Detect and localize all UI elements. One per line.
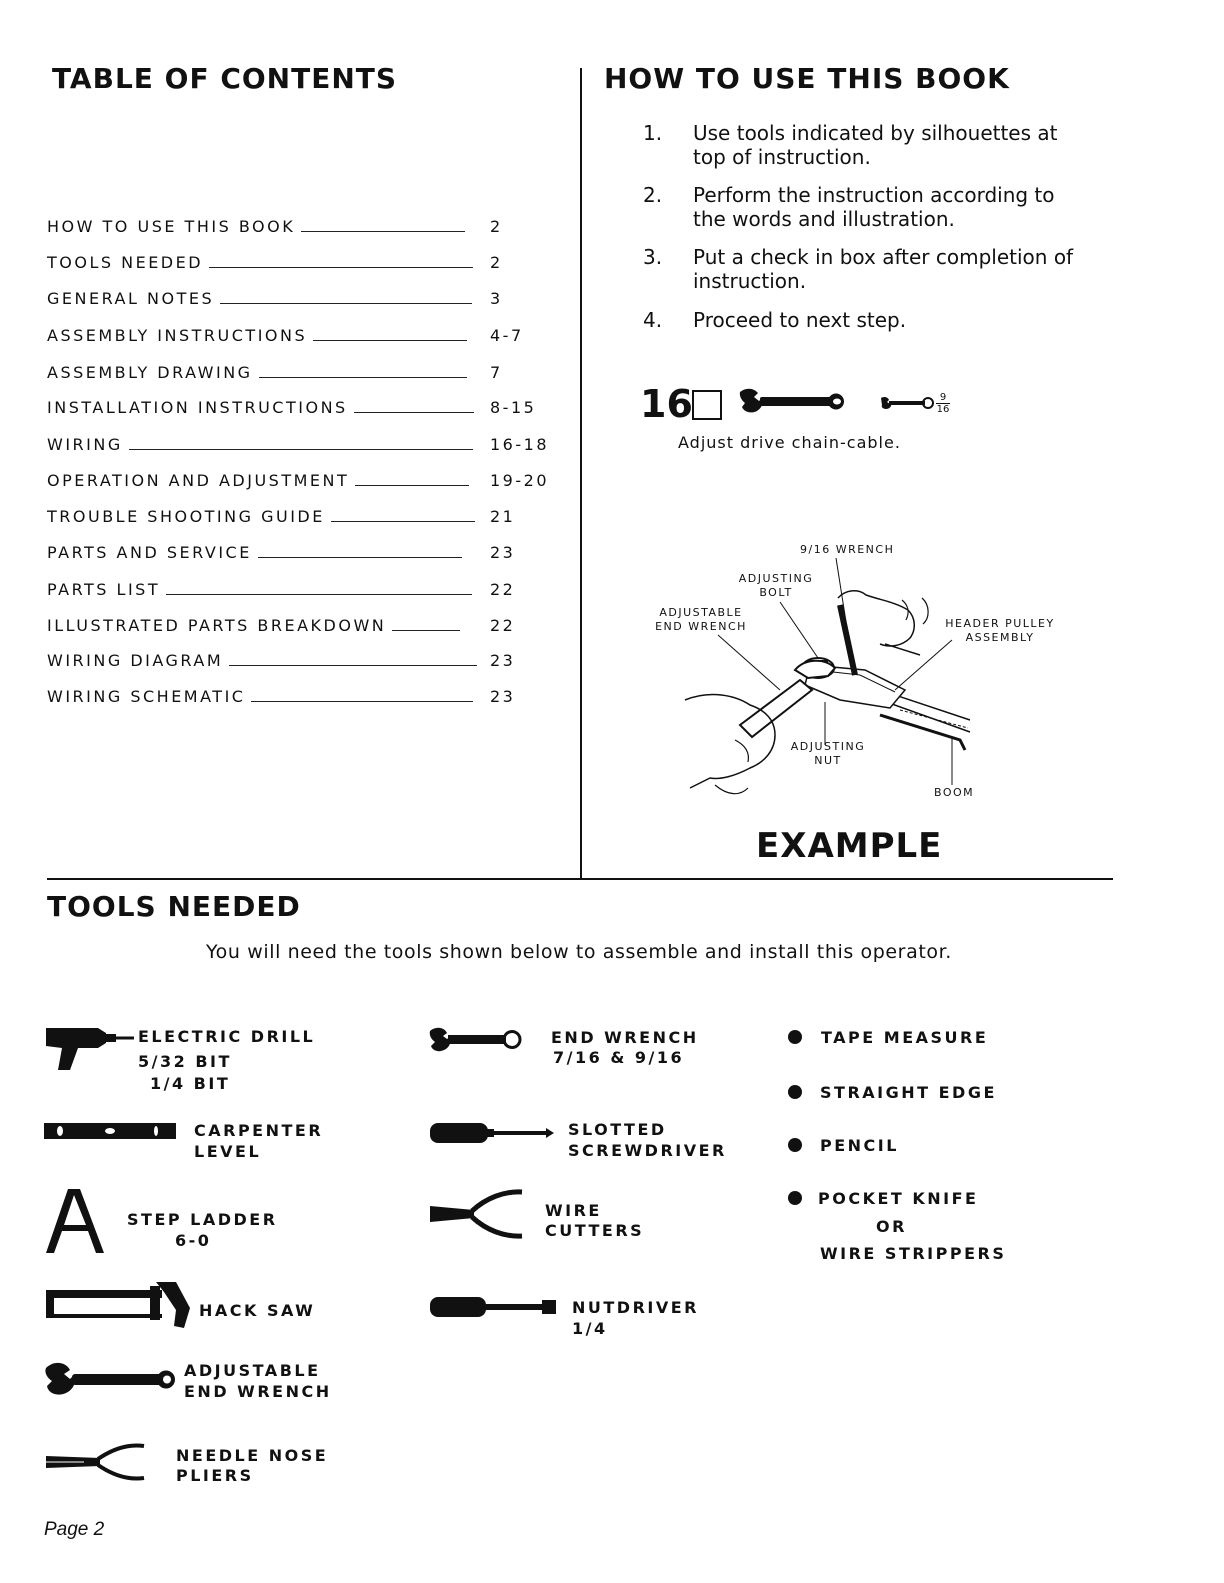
- toc-entry-page: 19-20: [490, 471, 549, 490]
- toc-entry[interactable]: [47, 470, 562, 490]
- example-checkbox[interactable]: [692, 390, 722, 420]
- step-text: Proceed to next step.: [693, 308, 907, 332]
- toc-entry-page: 7: [490, 363, 503, 382]
- electric-drill-icon: [44, 1024, 136, 1072]
- section-divider: [47, 878, 1113, 880]
- wrench-size-denominator: 16: [936, 404, 950, 415]
- toc-entry-page: 23: [490, 687, 516, 706]
- tools-title: TOOLS NEEDED: [47, 890, 301, 923]
- step-number: 2.: [643, 183, 663, 207]
- toc-entry[interactable]: [47, 542, 562, 562]
- tool-label: SCREWDRIVER: [568, 1141, 727, 1160]
- callout-header-pulley-assembly: HEADER PULLEY ASSEMBLY: [945, 617, 1055, 644]
- wrench-size-fraction: [936, 392, 950, 415]
- wrench-size-numerator: 9: [936, 392, 950, 404]
- tool-label: 1/4: [572, 1319, 608, 1338]
- instruction-step: [643, 245, 1103, 295]
- tool-label: OR: [876, 1217, 907, 1236]
- how-to-title: HOW TO USE THIS BOOK: [604, 62, 1010, 95]
- tool-label: 7/16 & 9/16: [553, 1048, 685, 1067]
- adjustable-wrench-icon: [44, 1360, 178, 1400]
- toc-entry-label: PARTS AND SERVICE: [47, 543, 252, 562]
- toc-entry-label: OPERATION AND ADJUSTMENT: [47, 471, 350, 490]
- adjustment-illustration: [640, 540, 1060, 820]
- toc-entry-page: 16-18: [490, 435, 549, 454]
- toc-entry-label: ASSEMBLY DRAWING: [47, 363, 253, 382]
- toc-entry[interactable]: [47, 362, 562, 382]
- instruction-step: [643, 183, 1103, 233]
- tool-label: HACK SAW: [199, 1301, 316, 1320]
- tool-label: 5/32 BIT: [138, 1052, 232, 1071]
- screwdriver-icon: [428, 1120, 556, 1146]
- toc-entry-page: 22: [490, 616, 516, 635]
- bullet-icon: [788, 1191, 802, 1205]
- toc-entry-label: HOW TO USE THIS BOOK: [47, 217, 296, 236]
- bullet-icon: [788, 1085, 802, 1099]
- page-number: Page 2: [44, 1519, 105, 1540]
- tool-label: STRAIGHT EDGE: [820, 1083, 997, 1102]
- toc-entry-page: 21: [490, 507, 516, 526]
- instruction-step: [643, 308, 1103, 336]
- toc-entry-label: WIRING SCHEMATIC: [47, 687, 246, 706]
- toc-entry-label: PARTS LIST: [47, 580, 161, 599]
- tool-label: CARPENTER: [194, 1121, 324, 1140]
- toc-entry-label: GENERAL NOTES: [47, 289, 215, 308]
- step-number: 4.: [643, 308, 663, 332]
- toc-entry-page: 8-15: [490, 398, 537, 417]
- carpenter-level-icon: [44, 1121, 178, 1141]
- toc-entry-page: 2: [490, 217, 503, 236]
- hack-saw-icon: [44, 1278, 192, 1330]
- tool-label: ADJUSTABLE: [184, 1361, 321, 1380]
- tool-label: 6-0: [175, 1231, 212, 1250]
- tool-label: POCKET KNIFE: [818, 1189, 979, 1208]
- tool-label: NUTDRIVER: [572, 1298, 699, 1317]
- toc-entry-page: 2: [490, 253, 503, 272]
- bullet-icon: [788, 1030, 802, 1044]
- toc-entry-label: INSTALLATION INSTRUCTIONS: [47, 398, 348, 417]
- toc-entry-label: WIRING: [47, 435, 123, 454]
- toc-entry-label: WIRING DIAGRAM: [47, 651, 224, 670]
- step-ladder-icon: [44, 1187, 106, 1255]
- tool-label: 1/4 BIT: [150, 1074, 231, 1093]
- toc-entry-page: 3: [490, 289, 503, 308]
- callout-adjustable-end-wrench: ADJUSTABLE END WRENCH: [655, 606, 747, 633]
- bullet-icon: [788, 1138, 802, 1152]
- step-text: Perform the instruction according to the words and illustration.: [693, 183, 1055, 231]
- callout-adjusting-nut: ADJUSTING NUT: [790, 740, 866, 767]
- callout-boom: BOOM: [934, 786, 975, 799]
- toc-entry-label: ILLUSTRATED PARTS BREAKDOWN: [47, 616, 387, 635]
- example-label: EXAMPLE: [756, 826, 943, 866]
- tool-label: TAPE MEASURE: [821, 1028, 989, 1047]
- tool-label: PENCIL: [820, 1136, 899, 1155]
- toc-entry[interactable]: [47, 216, 562, 236]
- toc-entry-label: TOOLS NEEDED: [47, 253, 204, 272]
- toc-entry-page: 23: [490, 651, 516, 670]
- callout-916-wrench: 9/16 WRENCH: [800, 543, 895, 556]
- toc-entry[interactable]: [47, 325, 562, 345]
- example-caption: Adjust drive chain-cable.: [678, 433, 901, 452]
- toc-entry[interactable]: [47, 506, 562, 526]
- column-divider: [580, 68, 582, 878]
- tool-label: SLOTTED: [568, 1120, 667, 1139]
- tool-label: END WRENCH: [184, 1382, 332, 1401]
- toc-entry-page: 4-7: [490, 326, 524, 345]
- end-wrench-icon: [428, 1026, 524, 1054]
- nutdriver-icon: [428, 1295, 560, 1319]
- tools-intro: You will need the tools shown below to assemble and install this operator.: [206, 941, 952, 963]
- toc-title: TABLE OF CONTENTS: [52, 62, 398, 95]
- toc-entry[interactable]: [47, 615, 562, 635]
- toc-entry[interactable]: [47, 434, 562, 454]
- step-number: 1.: [643, 121, 663, 145]
- callout-adjusting-bolt: ADJUSTING BOLT: [738, 572, 814, 599]
- example-step-number: 16: [640, 382, 693, 426]
- toc-entry[interactable]: [47, 650, 562, 670]
- end-wrench-small-icon: [880, 395, 936, 411]
- toc-entry[interactable]: [47, 288, 562, 308]
- toc-entry-page: 22: [490, 580, 516, 599]
- tool-label: PLIERS: [176, 1466, 254, 1485]
- step-number: 3.: [643, 245, 663, 269]
- needle-nose-pliers-icon: [44, 1442, 148, 1482]
- wire-cutters-icon: [428, 1188, 526, 1240]
- tool-label: STEP LADDER: [127, 1210, 278, 1229]
- tool-label: ELECTRIC DRILL: [138, 1027, 316, 1046]
- toc-entry-label: ASSEMBLY INSTRUCTIONS: [47, 326, 308, 345]
- wrench-icon: [738, 386, 848, 420]
- tool-label: LEVEL: [194, 1142, 262, 1161]
- step-text: Put a check in box after completion of instruction.: [693, 245, 1074, 293]
- toc-entry[interactable]: [47, 579, 562, 599]
- toc-entry[interactable]: [47, 252, 562, 272]
- tool-label: WIRE: [545, 1201, 602, 1220]
- instruction-step: [643, 121, 1103, 171]
- tool-label: WIRE STRIPPERS: [820, 1244, 1007, 1263]
- tool-label: CUTTERS: [545, 1221, 645, 1240]
- toc-entry-label: TROUBLE SHOOTING GUIDE: [47, 507, 325, 526]
- step-text: Use tools indicated by silhouettes at top of instruction.: [693, 121, 1058, 169]
- toc-entry[interactable]: [47, 397, 562, 417]
- toc-entry[interactable]: [47, 686, 562, 706]
- toc-entry-page: 23: [490, 543, 516, 562]
- tool-label: NEEDLE NOSE: [176, 1446, 329, 1465]
- tool-label: END WRENCH: [551, 1028, 699, 1047]
